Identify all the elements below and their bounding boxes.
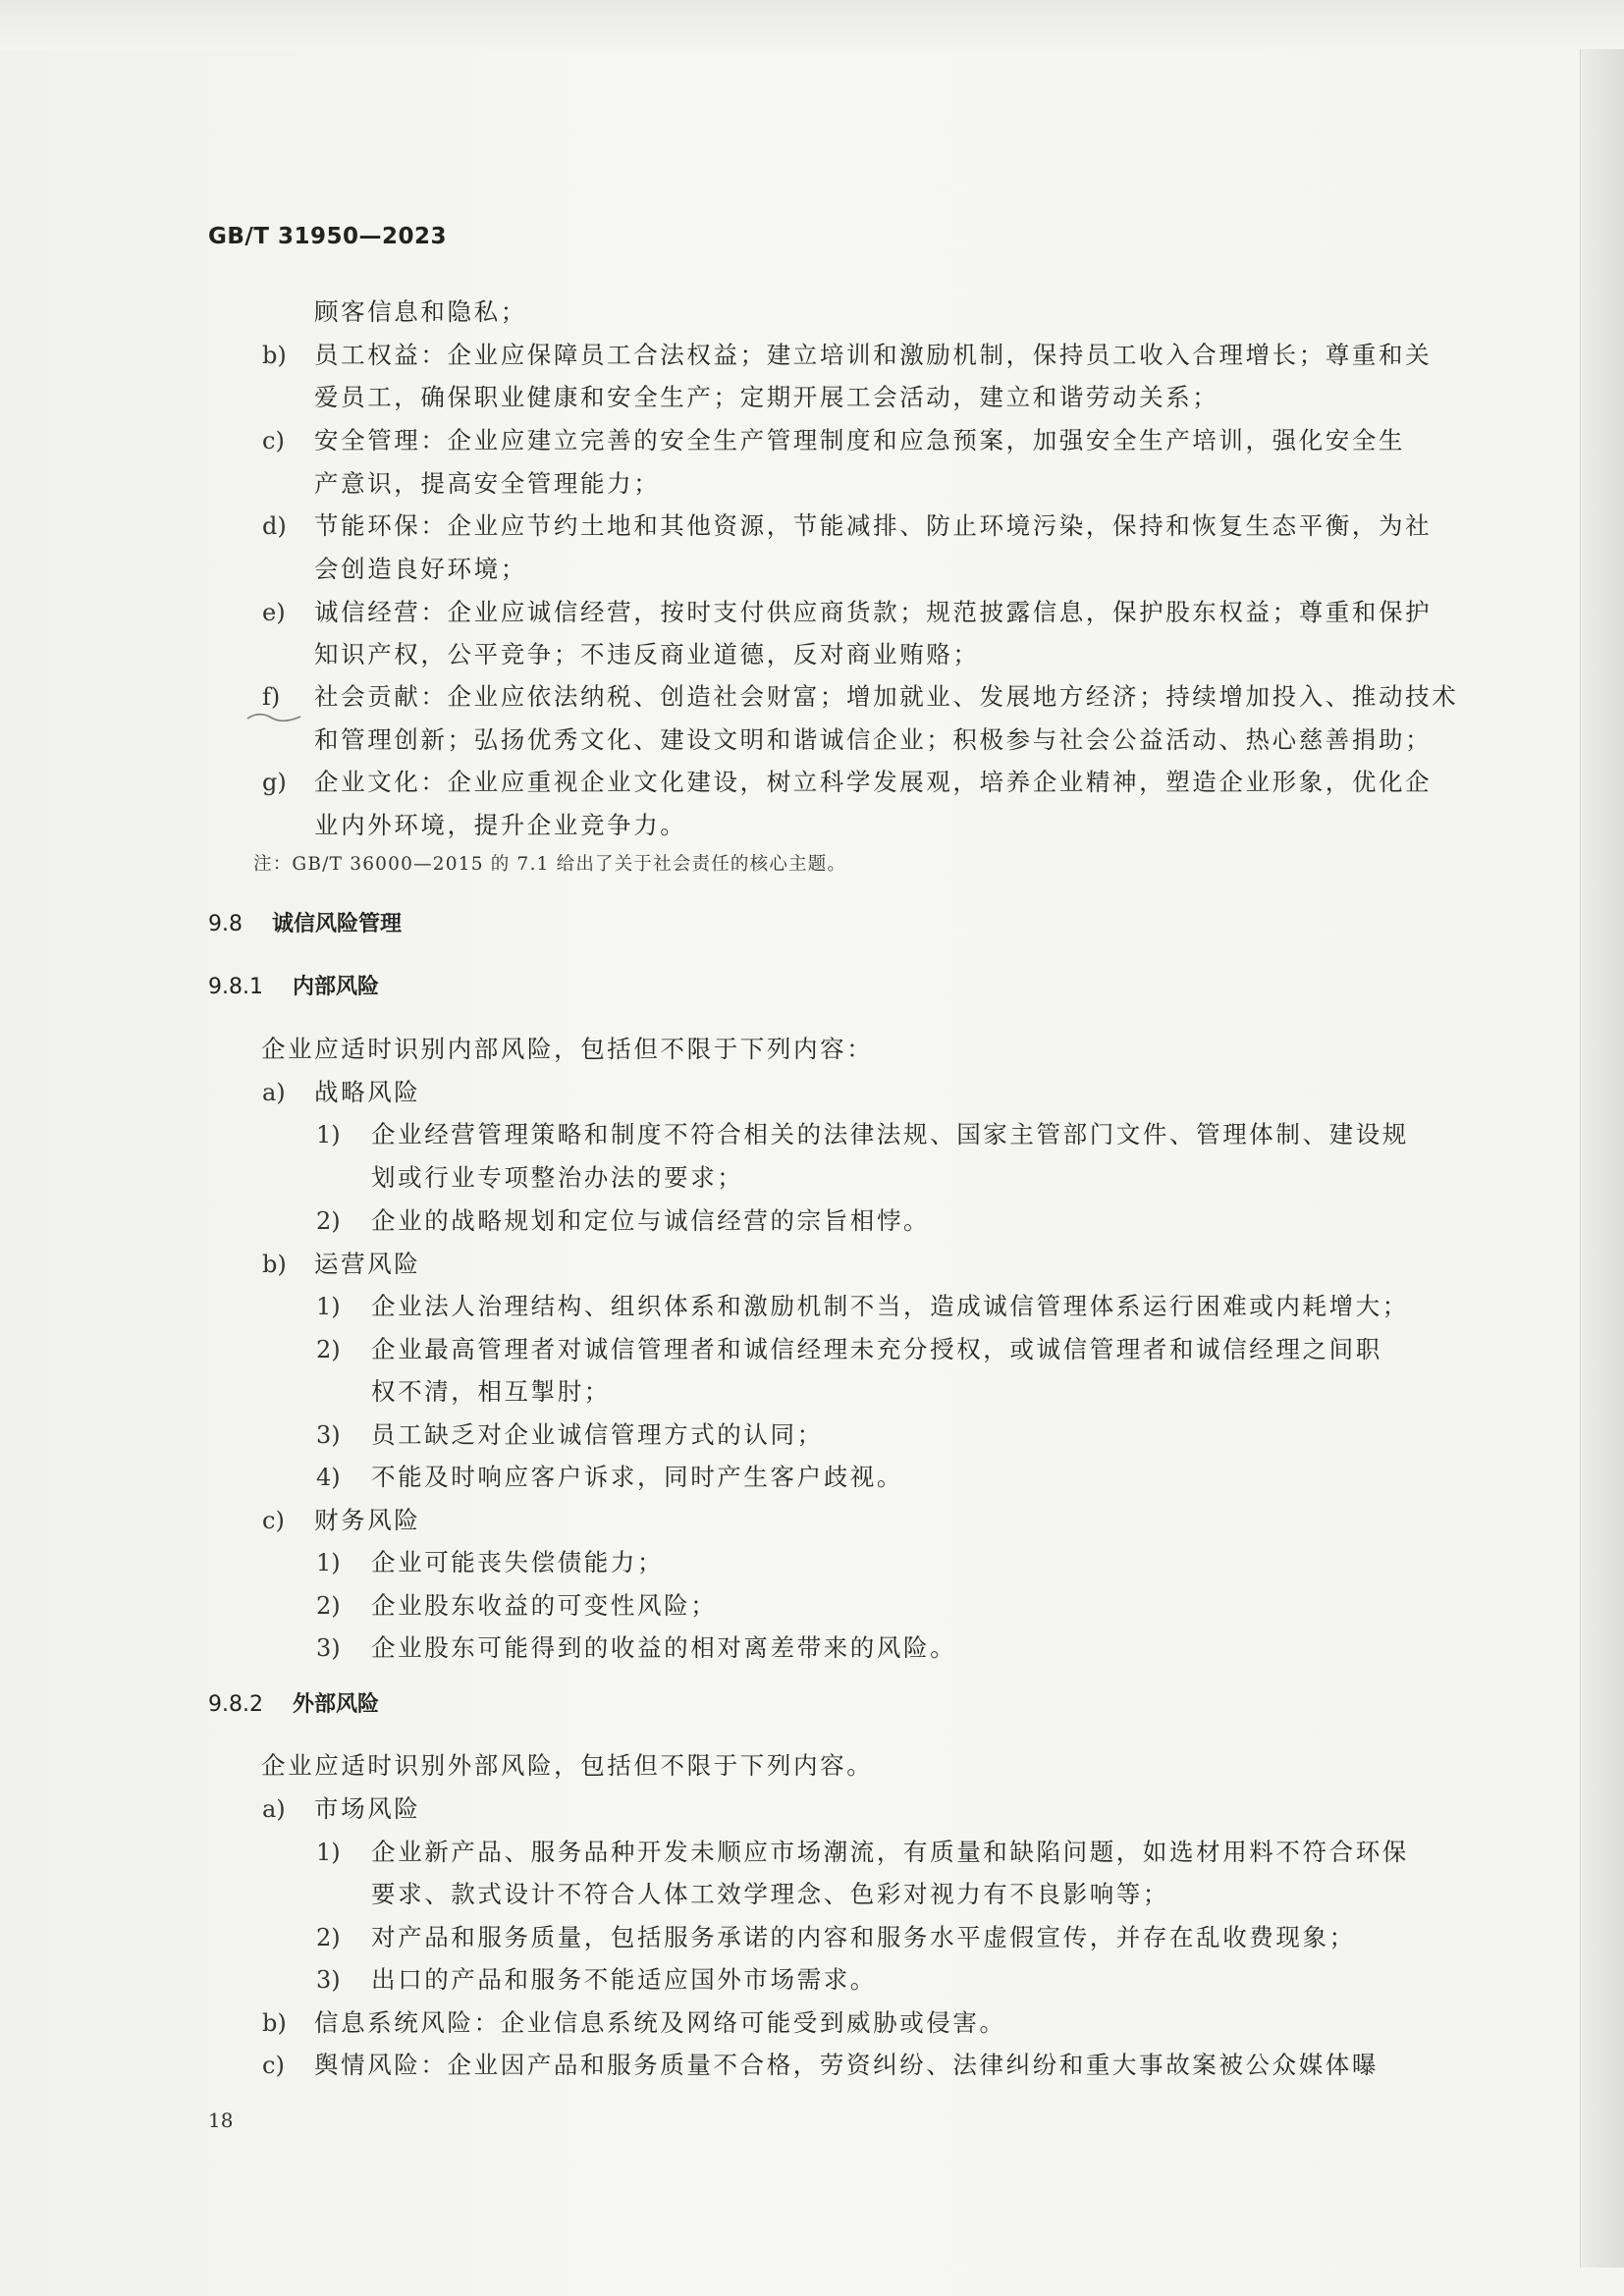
list-line: 产意识，提高安全管理能力； (314, 469, 661, 498)
sublist-label: 2) (316, 1336, 341, 1363)
pen-mark (245, 709, 304, 724)
list-label: d) (262, 512, 287, 540)
sublist-line: 企业法人治理结构、组织体系和激励机制不当，造成诚信管理体系运行困难或内耗增大； (371, 1292, 1409, 1320)
list-line: 舆情风险：企业因产品和服务质量不合格，劳资纠纷、法律纠纷和重大事故案被公众媒体曝 (314, 2051, 1379, 2079)
section-heading-9-8-1 (208, 970, 379, 1000)
page-number: 18 (208, 2109, 234, 2132)
sublist-label: 2) (316, 1592, 341, 1620)
section-number: 9.8.1 (208, 975, 263, 999)
sublist-line: 划或行业专项整治办法的要求； (371, 1163, 744, 1192)
list-line: 企业文化：企业应重视企业文化建设，树立科学发展观，培养企业精神，塑造企业形象，优化企 (314, 768, 1433, 796)
list-line: 爱员工，确保职业健康和安全生产；定期开展工会活动，建立和谐劳动关系； (314, 383, 1219, 411)
list-title: 市场风险 (314, 1794, 421, 1823)
sublist-label: 1) (316, 1549, 341, 1576)
list-line: 节能环保：企业应节约土地和其他资源，节能减排、防止环境污染，保持和恢复生态平衡，为社 (314, 511, 1433, 540)
list-label: b) (262, 2009, 287, 2037)
sublist-label: 3) (316, 1634, 341, 1662)
list-line: 顾客信息和隐私； (314, 297, 527, 326)
scan-right-edge (1580, 49, 1624, 2268)
sublist-label: 2) (316, 1924, 341, 1951)
list-label: a) (262, 1795, 286, 1823)
sublist-line: 企业最高管理者对诚信管理者和诚信经理未充分授权，或诚信管理者和诚信经理之间职 (371, 1335, 1382, 1363)
sublist-line: 对产品和服务质量，包括服务承诺的内容和服务水平虚假宣传，并存在乱收费现象； (371, 1923, 1356, 1951)
scan-top-shadow (0, 0, 1624, 51)
sublist-label: 2) (316, 1207, 341, 1235)
sublist-line: 不能及时响应客户诉求，同时产生客户歧视。 (371, 1463, 903, 1491)
section-number: 9.8 (208, 912, 243, 936)
list-title: 财务风险 (314, 1506, 421, 1534)
sublist-line: 权不清，相互掣肘； (371, 1377, 611, 1406)
sublist-label: 4) (316, 1464, 341, 1491)
list-line: 知识产权，公平竞争；不违反商业道德，反对商业贿赂； (314, 640, 980, 668)
list-line: 社会贡献：企业应依法纳税、创造社会财富；增加就业、发展地方经济；持续增加投入、推动技术 (314, 682, 1459, 711)
sublist-line: 企业新产品、服务品种开发未顺应市场潮流，有质量和缺陷问题，如选材用料不符合环保 (371, 1838, 1409, 1866)
sublist-line: 企业股东收益的可变性风险； (371, 1591, 718, 1620)
list-label: f) (262, 683, 281, 711)
sublist-line: 企业的战略规划和定位与诚信经营的宗旨相悖。 (371, 1206, 931, 1235)
section-heading-9-8 (208, 907, 402, 937)
sublist-line: 企业经营管理策略和制度不符合相关的法律法规、国家主管部门文件、管理体制、建设规 (371, 1120, 1409, 1148)
list-title: 战略风险 (314, 1078, 421, 1106)
list-line: 和管理创新；弘扬优秀文化、建设文明和谐诚信企业；积极参与社会公益活动、热心慈善捐助； (314, 725, 1433, 754)
list-label: b) (262, 342, 287, 369)
intro-paragraph: 企业应适时识别外部风险，包括但不限于下列内容。 (261, 1751, 874, 1780)
intro-paragraph: 企业应适时识别内部风险，包括但不限于下列内容： (261, 1035, 874, 1063)
section-heading-9-8-2 (208, 1687, 379, 1718)
sublist-label: 1) (316, 1293, 341, 1320)
sublist-line: 企业可能丧失偿债能力； (371, 1548, 665, 1576)
list-label: e) (262, 599, 286, 626)
list-label: a) (262, 1079, 286, 1106)
sublist-line: 企业股东可能得到的收益的相对离差带来的风险。 (371, 1633, 957, 1662)
list-line: 诚信经营：企业应诚信经营，按时支付供应商货款；规范披露信息，保护股东权益；尊重和保护 (314, 598, 1433, 626)
section-title: 外部风险 (292, 1692, 379, 1717)
standard-code: GB/T 31950—2023 (208, 224, 448, 249)
sublist-line: 员工缺乏对企业诚信管理方式的认同； (371, 1420, 824, 1449)
list-label: g) (262, 769, 287, 796)
list-line: 信息系统风险：企业信息系统及网络可能受到威胁或侵害。 (314, 2008, 1006, 2037)
sublist-label: 3) (316, 1421, 341, 1449)
section-number: 9.8.2 (208, 1692, 263, 1717)
list-line: 员工权益：企业应保障员工合法权益；建立培训和激励机制，保持员工收入合理增长；尊重和关 (314, 341, 1433, 369)
list-title: 运营风险 (314, 1250, 421, 1278)
sublist-label: 1) (316, 1121, 341, 1148)
list-line: 业内外环境，提升企业竞争力。 (314, 811, 687, 839)
list-label: b) (262, 1251, 287, 1278)
sublist-label: 3) (316, 1966, 341, 1994)
section-title: 内部风险 (292, 975, 379, 999)
list-label: c) (262, 2052, 285, 2079)
sublist-label: 1) (316, 1839, 341, 1866)
section-title: 诚信风险管理 (272, 912, 403, 936)
sublist-line: 出口的产品和服务不能适应国外市场需求。 (371, 1965, 877, 1994)
list-label: c) (262, 427, 285, 454)
list-label: c) (262, 1507, 285, 1534)
sublist-line: 要求、款式设计不符合人体工效学理念、色彩对视力有不良影响等； (371, 1880, 1169, 1908)
note: 注：GB/T 36000—2015 的 7.1 给出了关于社会责任的核心主题。 (253, 854, 847, 875)
list-line: 安全管理：企业应建立完善的安全生产管理制度和应急预案，加强安全生产培训，强化安全生 (314, 426, 1406, 454)
list-line: 会创造良好环境； (314, 555, 527, 583)
